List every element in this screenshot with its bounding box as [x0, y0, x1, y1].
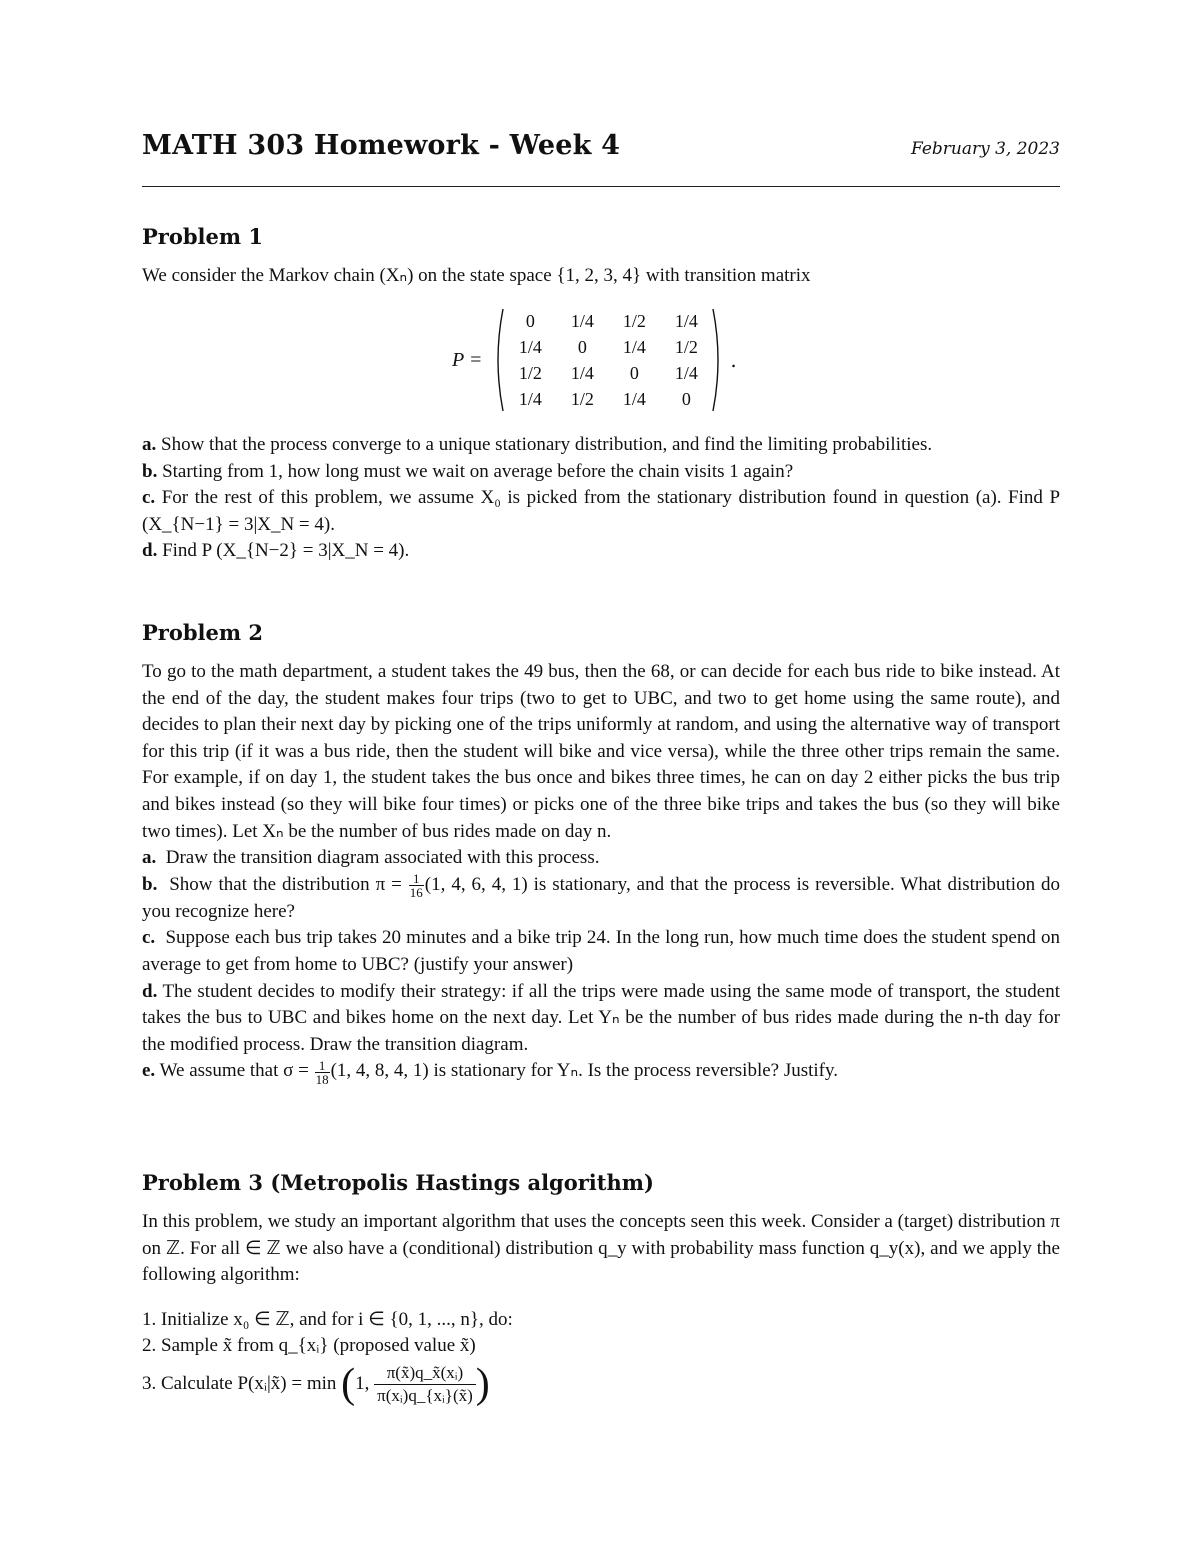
matrix-cell: 0 [681, 388, 691, 409]
open-paren-icon: ( [341, 1361, 356, 1408]
item-label: d. [142, 540, 158, 562]
item-label: c. [142, 927, 156, 949]
problem-2-heading: Problem 2 [142, 620, 264, 645]
problem-1-item-c [142, 485, 1060, 538]
problem-1-heading: Problem 1 [142, 224, 264, 249]
homework-page [142, 130, 1061, 1408]
matrix-row [504, 386, 712, 412]
item-label: e. [142, 1060, 156, 1082]
matrix-cell: 1/4 [674, 310, 698, 331]
step-3-text: 3. Calculate P(xᵢ|x̃) = min [142, 1372, 337, 1394]
item-label: a. [142, 434, 157, 455]
matrix-cell: 1/4 [518, 388, 542, 409]
matrix-table [504, 308, 712, 412]
item-text: Find P (X_{N−2} = 3|X_N = 4). [162, 540, 410, 562]
matrix-row [504, 308, 712, 334]
matrix-cell: 1/2 [518, 362, 542, 383]
problem-2-item-b [142, 872, 1060, 926]
item-text-pre: We assume that σ = [159, 1060, 309, 1082]
item-text: The student decides to modify their strategy: if all the trips were made using the same mode of transport, the student takes the bus to UBC and bikes home on the next day. Let Yₙ be the number of bus rides made during the n-th day for the modified process. Draw the transition diagram. [142, 980, 1060, 1055]
item-text: Show that the process converge to a unique stationary distribution, and find the limiting probabilities. [161, 434, 933, 455]
left-paren-icon [492, 308, 504, 412]
problem-3-heading: Problem 3 (Metropolis Hastings algorithm) [142, 1170, 654, 1195]
ratio-fraction [374, 1362, 476, 1407]
fraction [409, 872, 424, 899]
algorithm-step-1: 1. Initialize x₀ ∈ ℤ, and for i ∈ {0, 1, ..., n}, do: [142, 1308, 513, 1330]
matrix-cell: 1/4 [570, 310, 594, 331]
matrix-label: P = [452, 348, 483, 371]
problem-2-item-c [142, 925, 1060, 978]
matrix-cell: 0 [629, 362, 639, 383]
fraction [315, 1059, 330, 1086]
problem-1-item-d [142, 538, 1060, 565]
problem-1-item-b [142, 459, 1060, 486]
item-text: Suppose each bus trip takes 20 minutes and a bike trip 24. In the long run, how much time does the student spend on average to get from home to UBC? (justify your answer) [142, 927, 1060, 976]
problem-2-item-e [142, 1058, 1060, 1085]
matrix-cell: 1/4 [622, 388, 646, 409]
ratio-denominator: π(xᵢ)q_{xᵢ}(x̃) [377, 1385, 473, 1405]
step-3-one: 1, [355, 1372, 370, 1394]
matrix-cell: 1/2 [674, 336, 698, 357]
matrix-cell: 1/4 [674, 362, 698, 383]
problem-1-questions [142, 432, 1060, 565]
matrix-cell: 1/4 [518, 336, 542, 357]
problem-2-section [142, 620, 1060, 1086]
problem-1-item-a [142, 432, 1060, 459]
algorithm-step-2: 2. Sample x̃ from q_{xᵢ} (proposed value x̃) [142, 1335, 476, 1357]
spacer [142, 1289, 1060, 1307]
problem-1-section [142, 224, 1060, 290]
problem-3-intro: In this problem, we study an important algorithm that uses the concepts seen this week. Consider a (target) distribution π on ℤ. For all ∈ ℤ we also have a (conditional) distribution q_y with probability mass function q_y(x), and we apply the following algorithm: [142, 1211, 1060, 1286]
right-paren-icon [712, 308, 724, 412]
transition-matrix [452, 308, 737, 412]
problem-2-intro: To go to the math department, a student takes the 49 bus, then the 68, or can decide for each bus ride to bike instead. At the end of the day, the student makes four trips (two to get to UBC, and two to get home using the same route), and decides to plan their next day by picking one of the trips uniformly at random, and using the alternative way of transport for this trip (if it was a bus ride, then the student will bike and vice versa), while the three other trips remain the same. For example, if on day 1, the student takes the bus once and bikes three times, he can on day 2 either picks the bus trip and bikes instead (so they will bike four times) or picks one of the three bike trips and takes the bus (so they will bike two times). Let Xₙ be the number of bus rides made on day n. [142, 661, 1060, 842]
fraction-numerator: 1 [409, 872, 424, 886]
item-label: d. [142, 980, 158, 1002]
item-label: b. [142, 873, 158, 895]
item-text: Starting from 1, how long must we wait on average before the chain visits 1 again? [162, 460, 794, 482]
matrix-row [504, 334, 712, 360]
close-paren-icon: ) [475, 1361, 490, 1408]
item-text: For the rest of this problem, we assume X₀ is picked from the stationary distribution found in question (a). Find P (X_{N−1} = 3|X_N = 4). [142, 487, 1061, 535]
fraction-denominator: 18 [315, 1071, 329, 1087]
item-text: Draw the transition diagram associated with this process. [165, 847, 600, 869]
matrix-period: . [730, 348, 737, 372]
fraction-numerator: 1 [315, 1059, 330, 1073]
problem-1-intro: We consider the Markov chain (Xₙ) on the state space {1, 2, 3, 4} with transition matrix [142, 265, 811, 286]
ratio-numerator: π(x̃)q_x̃(xᵢ) [374, 1362, 476, 1385]
matrix-cell: 0 [577, 336, 587, 357]
matrix-cell: 1/2 [570, 388, 594, 409]
problem-2-item-a [142, 845, 1060, 872]
header-rule [142, 186, 1060, 187]
document-date: February 3, 2023 [910, 139, 1060, 159]
item-text-post: (1, 4, 6, 4, 1) is stationary, and that the process is reversible. What distribution do you recognize here? [142, 873, 1061, 922]
fraction-denominator: 16 [409, 884, 423, 900]
page-header [142, 130, 1060, 178]
item-label: c. [142, 487, 156, 509]
item-text-post: (1, 4, 8, 4, 1) is stationary for Yₙ. Is the process reversible? Justify. [330, 1060, 839, 1082]
matrix-row [504, 360, 712, 386]
matrix-cell: 1/2 [622, 310, 646, 331]
matrix-cell: 0 [525, 310, 535, 331]
item-label: b. [142, 460, 158, 482]
problem-3-section [142, 1170, 1060, 1407]
problem-2-item-d [142, 979, 1060, 1059]
algorithm-step-3 [142, 1362, 1060, 1407]
item-label: a. [142, 847, 157, 869]
item-text-pre: Show that the distribution π = [169, 873, 402, 895]
matrix-cell: 1/4 [622, 336, 646, 357]
matrix-cell: 1/4 [570, 362, 594, 383]
document-title: MATH 303 Homework - Week 4 [142, 130, 621, 161]
